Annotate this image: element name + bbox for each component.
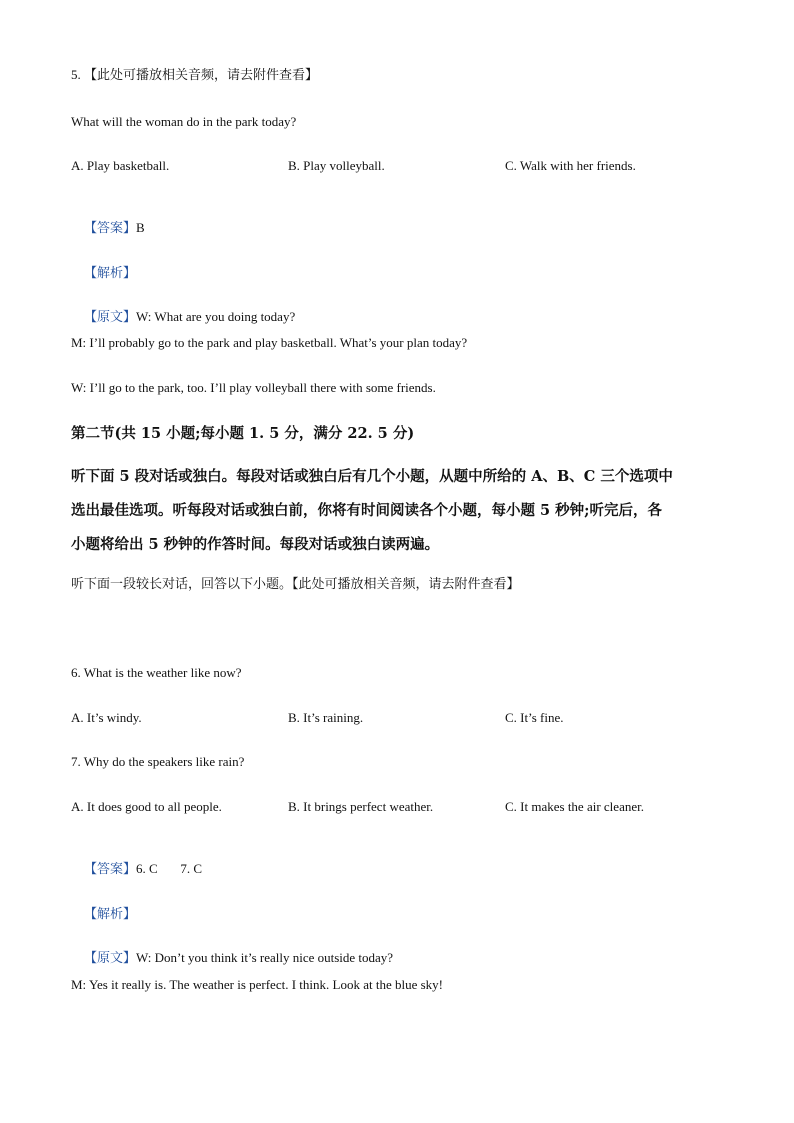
answer-value: 6. C 7. C: [136, 861, 203, 876]
instruction-line-1: 听下面 5 段对话或独白。每段对话或独白后有几个小题，从题中所给的 A、B、C 三个选项中: [71, 468, 673, 485]
q5-option-c: C. Walk with her friends.: [505, 158, 636, 173]
q5-question: What will the woman do in the park today?: [71, 114, 297, 129]
q6-option-a: A. It’s windy.: [71, 710, 142, 725]
section2-instructions: [71, 460, 723, 562]
q7-option-b: B. It brings perfect weather.: [288, 799, 434, 814]
q5-transcript-line-3: W: I’ll go to the park, too. I’ll play volleyball there with some friends.: [71, 380, 436, 395]
answers67-transcript-line-2: M: Yes it really is. The weather is perfect. I think. Look at the blue sky!: [71, 977, 443, 992]
original-tag: 【原文】: [84, 310, 137, 325]
q6-option-c: C. It’s fine.: [505, 710, 564, 725]
q7-option-c: C. It makes the air cleaner.: [505, 799, 644, 814]
original-tag: 【原文】: [84, 951, 137, 966]
instruction-line-3: 小题将给出 5 秒钟的作答时间。每段对话或独白读两遍。: [71, 536, 440, 553]
answer-value: B: [136, 220, 145, 235]
q5-header: 5. 【此处可播放相关音频，请去附件查看】: [71, 67, 319, 82]
section2-title: 第二节(共 15 小题;每小题 1. 5 分，满分 22. 5 分): [71, 425, 415, 442]
answer-tag: 【答案】: [84, 862, 137, 877]
q6-question: 6. What is the weather like now?: [71, 665, 242, 680]
answer-tag: 【答案】: [84, 221, 137, 236]
q6-option-b: B. It’s raining.: [288, 710, 364, 725]
q7-question: 7. Why do the speakers like rain?: [71, 754, 245, 769]
q5-transcript-line-2: M: I’ll probably go to the park and play basketball. What’s your plan today?: [71, 335, 468, 350]
transcript-text: W: Don’t you think it’s really nice outside today?: [136, 950, 394, 965]
q5-option-b: B. Play volleyball.: [288, 158, 385, 173]
analysis-tag: 【解析】: [84, 907, 137, 922]
q7-option-a: A. It does good to all people.: [71, 799, 222, 814]
instruction-line-2: 选出最佳选项。听每段对话或独白前，你将有时间阅读各个小题，每小题 5 秒钟;听完后，各: [71, 502, 663, 519]
analysis-tag: 【解析】: [84, 266, 137, 281]
audio-note: 听下面一段较长对话，回答以下小题。【此处可播放相关音频，请去附件查看】: [71, 577, 520, 592]
q5-option-a: A. Play basketball.: [71, 158, 170, 173]
transcript-text: W: What are you doing today?: [136, 309, 296, 324]
